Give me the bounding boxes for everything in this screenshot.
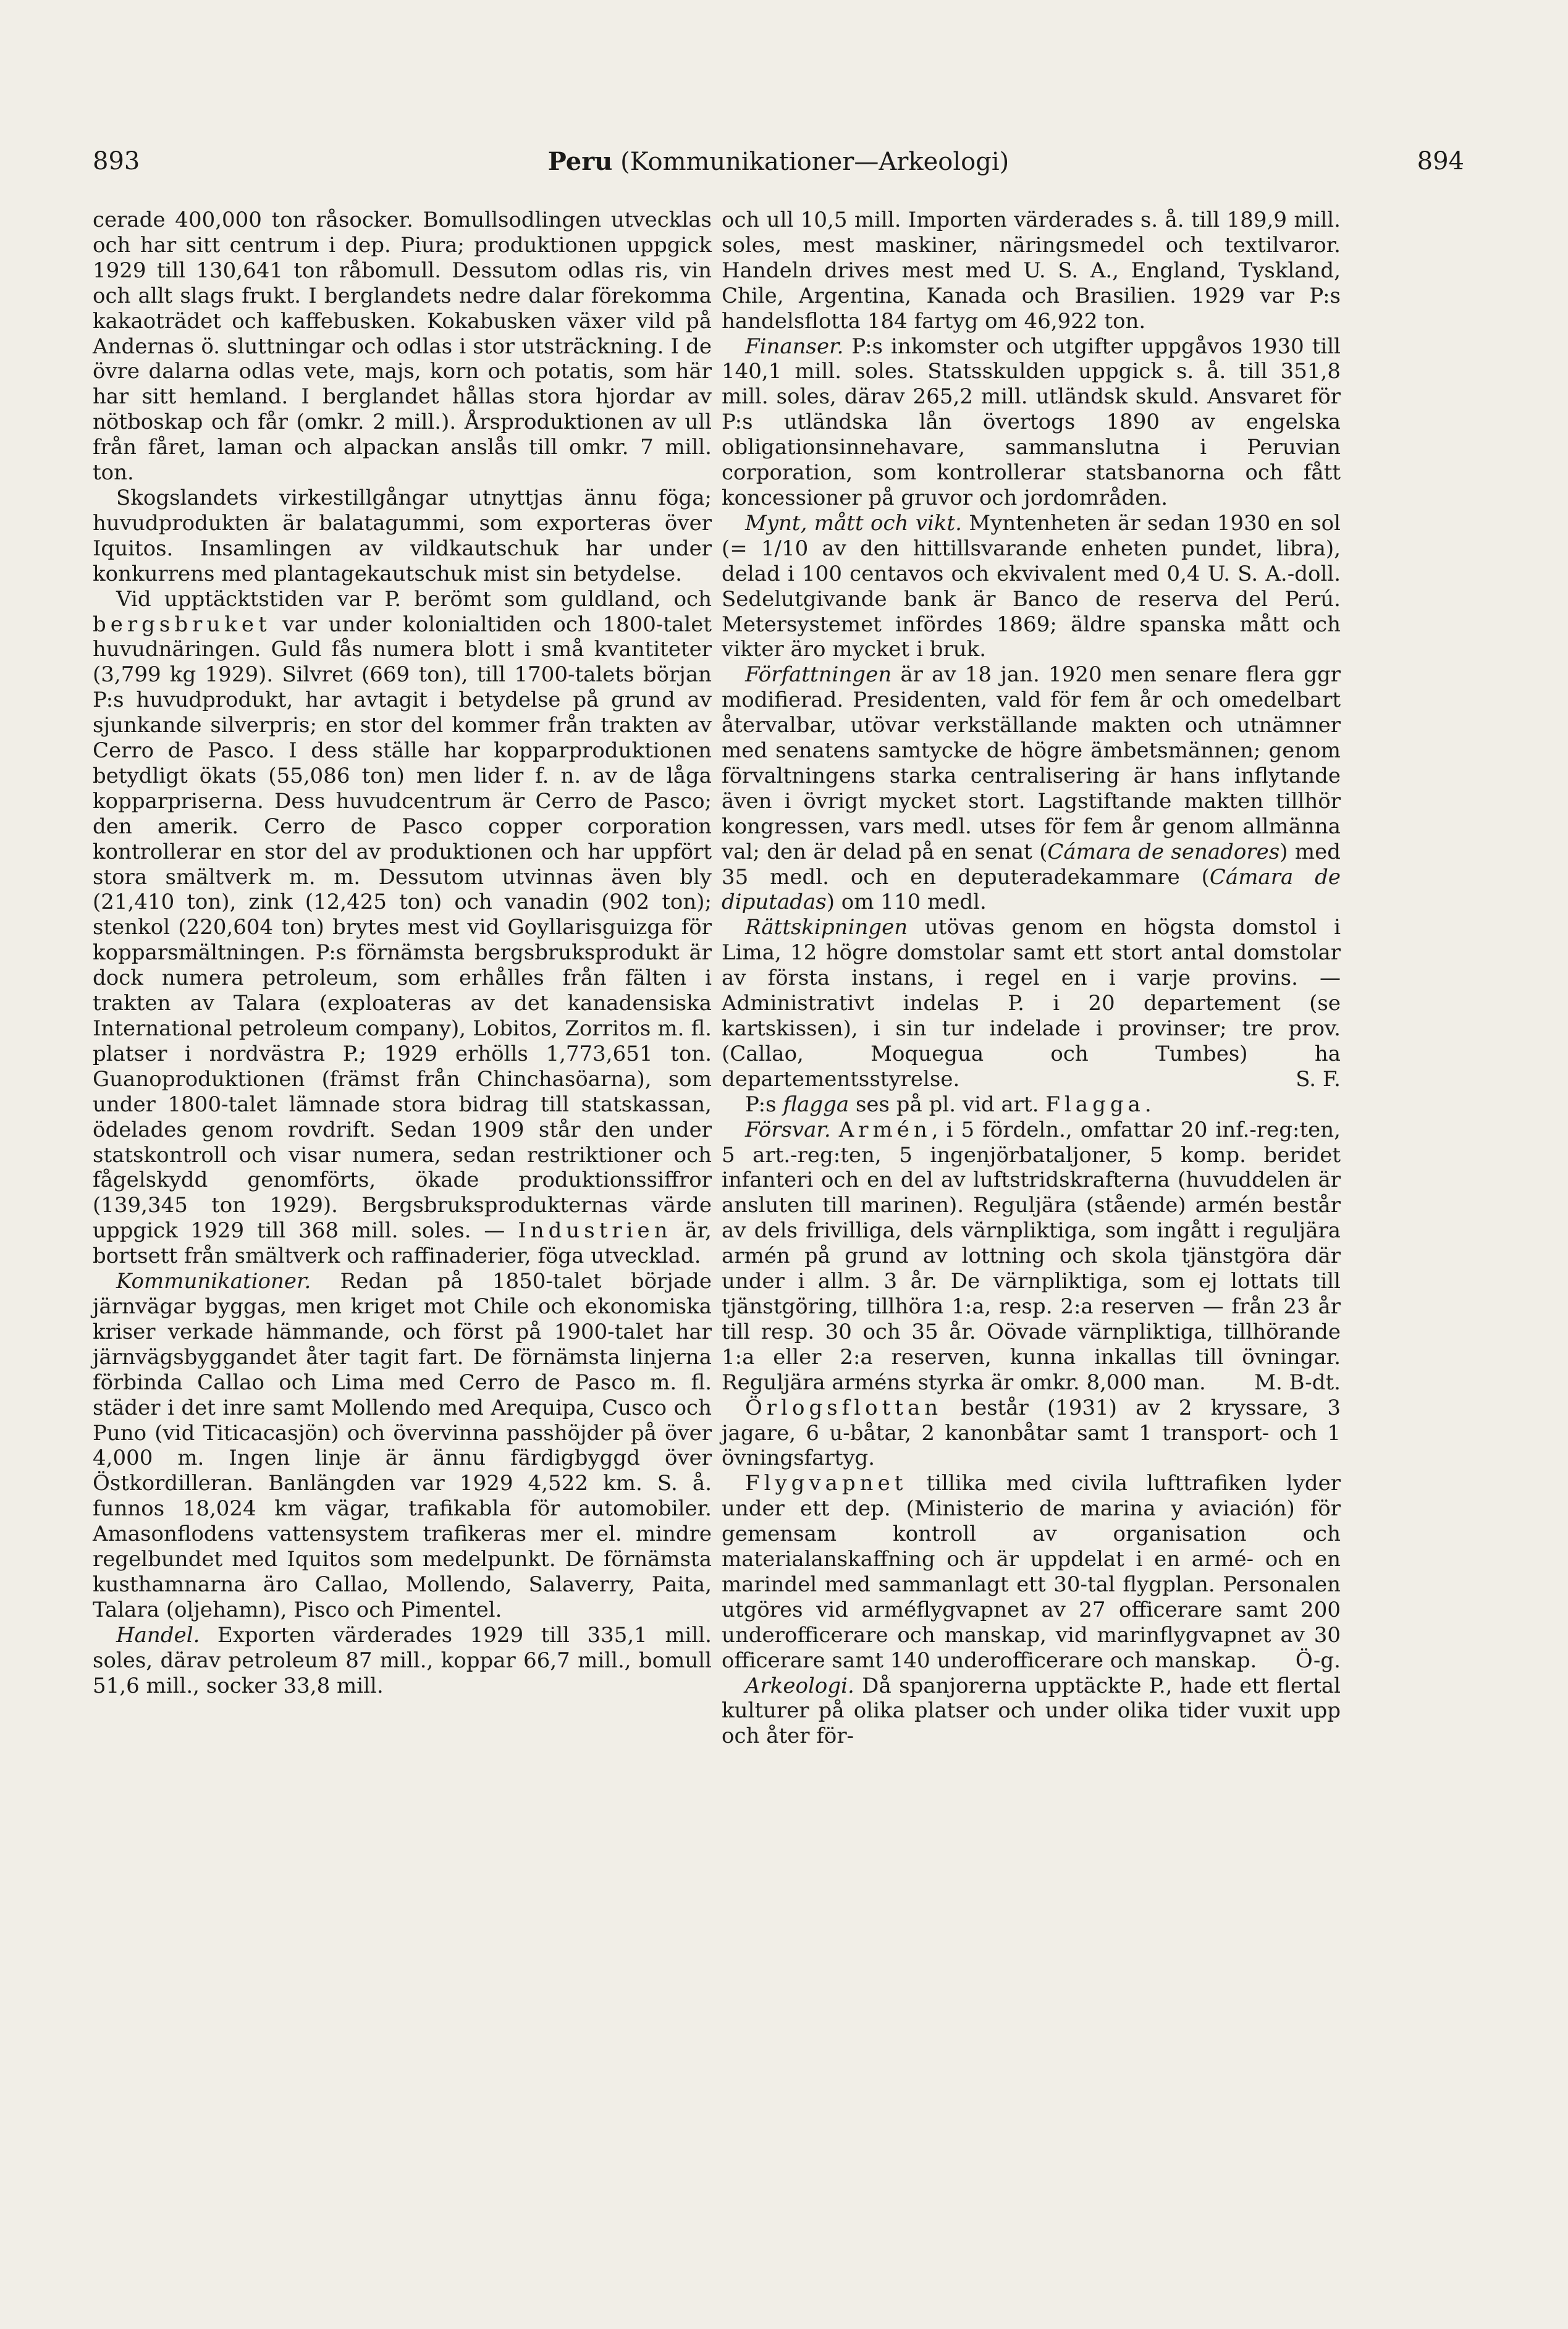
running-title	[93, 147, 1464, 176]
justice-heading: Rättskipningen	[745, 915, 908, 940]
senate-term: Cámara de senadores	[1047, 839, 1280, 864]
paragraph-flag	[722, 1092, 1341, 1118]
mining-text-a: Vid upptäcktstiden var P. berömt som guldland, och	[116, 586, 712, 612]
paragraph-finance	[722, 334, 1341, 511]
industry-spaced-term: Industrien	[518, 1218, 672, 1244]
archaeology-heading: Arkeologi.	[745, 1673, 854, 1698]
constitution-text-b: ) med 35 medl. och en deputeradekammare (	[722, 839, 1341, 890]
defence-heading: Försvar.	[745, 1117, 831, 1142]
paragraph-agriculture: cerade 400,000 ton råsocker. Bomullsodlingen utvecklas och har sitt centrum i dep. Piura; produktionen uppgick 1929 till 130,641 ton råbomull. Dessutom odlas ris, vin och allt slags frukt. I berglandets nedre dalar förekomma kakaoträdet och kaffebusken. Kokabusken växer vild på Andernas ö. sluttningar och odlas i stor utsträckning. I de övre dalarna odlas vete, majs, korn och potatis, som här har sitt hemland. I berglandet hållas stora hjordar av nötboskap och får (omkr. 2 mill.). Årsproduktionen av ull från fåret, laman och alpackan anslås till omkr. 7 mill. ton.	[93, 208, 712, 486]
constitution-heading: Författningen	[745, 662, 892, 688]
navy-text: består (1931) av 2 kryssare, 3 jagare, 6 u-båtar, 2 kanonbåtar samt 1 transport- och 1 övningsfartyg.	[722, 1395, 1341, 1471]
running-header	[93, 147, 1464, 184]
paragraph-trade-cont: och ull 10,5 mill. Importen värderades s. å. till 189,9 mill. soles, mest maskiner, näringsmedel och textilvaror. Handeln drives mest med U. S. A., England, Tyskland, Chile, Argentina, Kanada och Brasilien. 1929 var P:s handelsflotta 184 fartyg om 46,922 ton.	[722, 208, 1341, 334]
trade-heading: Handel.	[116, 1622, 200, 1648]
paragraph-archaeology	[722, 1674, 1341, 1750]
paragraph-trade	[93, 1623, 712, 1699]
flag-term: flagga	[783, 1092, 849, 1117]
signature-sf: S. F.	[1296, 1066, 1341, 1092]
navy-spaced-term: Örlogsflottan	[745, 1395, 943, 1420]
flag-text-c: .	[1144, 1092, 1152, 1117]
communications-text: Redan på 1850-talet började järnvägar byggas, men kriget mot Chile och ekonomiska kriser verkade hämmande, och först på 1900-talet har järnvägsbyggandet åter tagit fart. De förnämsta linjerna förbinda Callao och Lima med Cerro de Pasco m. fl. städer i det inre samt Mollendo med Arequipa, Cusco och Puno (vid Titicacasjön) och övervinna passhöjder på över 4,000 m. Ingen linje är ännu färdigbyggd över Östkordilleran. Banlängden var 1929 4,522 km. S. å. funnos 18,024 km vägar, trafikabla för automobiler. Amasonflodens vattensystem trafikeras mer el. mindre regelbundet med Iquitos som medelpunkt. De förnämsta kusthamnarna äro Callao, Mollendo, Salaverry, Paita, Talara (oljehamn), Pisco och Pimentel.	[93, 1269, 712, 1622]
trade-text: Exporten värderades 1929 till 335,1 mill. soles, därav petroleum 87 mill., koppar 66,7 mill., bomull 51,6 mill., socker 33,8 mill.	[93, 1622, 712, 1698]
flag-reference: Flagga	[1045, 1092, 1145, 1117]
paragraph-currency	[722, 511, 1341, 662]
running-title-rest: (Kommunikationer—Arkeologi)	[612, 148, 1010, 176]
mining-text-b: var under kolonialtiden och 1800-talet huvudnäringen. Guld fås numera blott i små kvantiteter (3,799 kg 1929). Silvret (669 ton), till 1700-talets början P:s huvudprodukt, har avtagit i betydelse på grund av sjunkande silverpris; en stor del kommer från trakten av Cerro de Pasco. I dess ställe har kopparproduktionen betydligt ökats (55,086 ton) men lider f. n. av de låga kopparpriserna. Dess huvudcentrum är Cerro de Pasco; den amerik. Cerro de Pasco copper corporation kontrollerar en stor del av produktionen och har uppfört stora smältverk m. m. Dessutom utvinnas även bly (21,410 ton), zink (12,425 ton) och vanadin (902 ton); stenkol (220,604 ton) brytes mest vid Goyllarisguizga för kopparsmältningen. P:s förnämsta bergsbruksprodukt är dock numera petroleum, som erhålles från fälten i trakten av Talara (exploateras av det kanadensiska International petroleum company), Lobitos, Zorritos m. fl. platser i nordvästra P.; 1929 erhölls 1,773,651 ton. Guanoproduktionen (främst från Chinchasöarna), som under 1800-talet lämnade stora bidrag till statskassan, ödelades genom rovdrift. Sedan 1909 står den under statskontroll och visar numera, sedan restriktioner och fågelskydd genomförts, ökade produktionssiffror (139,345 ton 1929). Bergsbruksprodukternas värde uppgick 1929 till 368 mill. soles. —	[93, 612, 712, 1244]
flag-text-b: ses på pl. vid art.	[849, 1092, 1046, 1117]
right-column	[722, 208, 1341, 1749]
left-column	[93, 208, 712, 1698]
communications-heading: Kommunikationer.	[116, 1269, 311, 1294]
airforce-spaced-term: Flygvapnet	[745, 1471, 908, 1496]
mining-spaced-term: bergsbruket	[93, 612, 271, 637]
paragraph-communications	[93, 1269, 712, 1623]
currency-heading: Mynt, mått och vikt.	[745, 510, 962, 536]
army-spaced-term: Armén	[838, 1117, 932, 1142]
paragraph-airforce	[722, 1471, 1341, 1673]
signature-mbdt: M. B-dt.	[1254, 1370, 1341, 1395]
airforce-text: tillika med civila lufttrafiken lyder under ett dep. (Ministerio de marina y aviación) för gemensam kontroll av organisation och materialanskaffning och är uppdelat i en armé- och en marindel med sammanlagt ett 30-tal flygplan. Personalen utgöres vid arméflygvapnet av 27 officerare samt 200 underofficerare och manskap, vid marinflygvapnet av 30 officerare samt 140 underofficerare och manskap.	[722, 1471, 1341, 1673]
paragraph-forestry: Skogslandets virkestillgångar utnyttjas ännu föga; huvudprodukten är balatagummi, som exporteras över Iquitos. Insamlingen av vildkautschuk har under konkurrens med plantagekautschuk mist sin betydelse.	[93, 485, 712, 586]
flag-text-a: P:s	[745, 1092, 783, 1117]
running-title-bold: Peru	[547, 147, 613, 176]
finance-heading: Finanser.	[745, 334, 844, 359]
paragraph-navy	[722, 1396, 1341, 1472]
page-number-left: 893	[93, 147, 140, 175]
defence-text: , i 5 fördeln., omfattar 20 inf.-reg:ten, 5 art.-reg:ten, 5 ingenjörbataljoner, 5 komp. beridet infanteri och en del av luftstridskrafterna (huvuddelen är ansluten till marinen). Reguljära (stående) armén består av dels frivilliga, dels värnpliktiga, som ingått i reguljära armén på grund av lottning och skola tjänstgöra där under i allm. 3 år. De värnpliktiga, som ej lottats till tjänstgöring, tillhöra 1:a, resp. 2:a reserven — från 23 år till resp. 30 och 35 år. Oövade värnpliktiga, tillhörande 1:a eller 2:a reserven, kunna inkallas till övningar. Reguljära arméns styrka är omkr. 8,000 man.	[722, 1117, 1341, 1395]
finance-text: P:s inkomster och utgifter uppgåvos 1930 till 140,1 mill. soles. Statsskulden uppgick s. å. till 351,8 mill. soles, därav 265,2 mill. utländsk skuld. Ansvaret för P:s utländska lån övertogs 1890 av engelska obligationsinnehavare, sammanslutna i Peruvian corporation, som kontrollerar statsbanorna och fått koncessioner på gruvor och jordområden.	[722, 334, 1341, 510]
paragraph-mining	[93, 587, 712, 1269]
constitution-text-a: är av 18 jan. 1920 men senare flera ggr modifierad. Presidenten, vald för fem år och omedelbart återvalbar, utövar verkställande makten och utnämner med senatens samtycke de högre ämbetsmännen; genom förvaltningens starka centralisering är hans inflytande även i övrigt mycket stort. Lagstiftande makten tillhör kongressen, vars medl. utses för fem år genom allmänna val; den är delad på en senat (	[722, 662, 1341, 864]
signature-og: Ö-g.	[1295, 1648, 1341, 1673]
page-number-right: 894	[1417, 147, 1464, 175]
archaeology-text: Då spanjorerna upptäckte P., hade ett flertal kulturer på olika platser och under olika tider vuxit upp och åter för-	[722, 1673, 1341, 1749]
paragraph-defence	[722, 1118, 1341, 1396]
paragraph-justice	[722, 915, 1341, 1092]
paragraph-constitution	[722, 662, 1341, 915]
justice-text: utövas genom en högsta domstol i Lima, 12 högre domstolar samt ett stort antal domstolar av första instans, i regel en i varje provins. — Administrativt indelas P. i 20 departement (se kartskissen), i sin tur indelade i provinser; tre prov. (Callao, Moquegua och Tumbes) ha departementsstyrelse.	[722, 915, 1341, 1092]
deputies-term: Cámara de diputadas	[722, 864, 1341, 915]
currency-text: Myntenheten är sedan 1930 en sol (= 1/10 av den hittillsvarande enheten pundet, libra), delad i 100 centavos och ekvivalent med 0,4 U. S. A.-doll. Sedelutgivande bank är Banco de reserva del Perú. Metersystemet infördes 1869; äldre spanska mått och vikter äro mycket i bruk.	[722, 510, 1341, 662]
mining-text-c: är, bortsett från smältverk och raffinaderier, föga utvecklad.	[93, 1218, 712, 1269]
constitution-text-c: ) om 110 medl.	[826, 890, 987, 915]
